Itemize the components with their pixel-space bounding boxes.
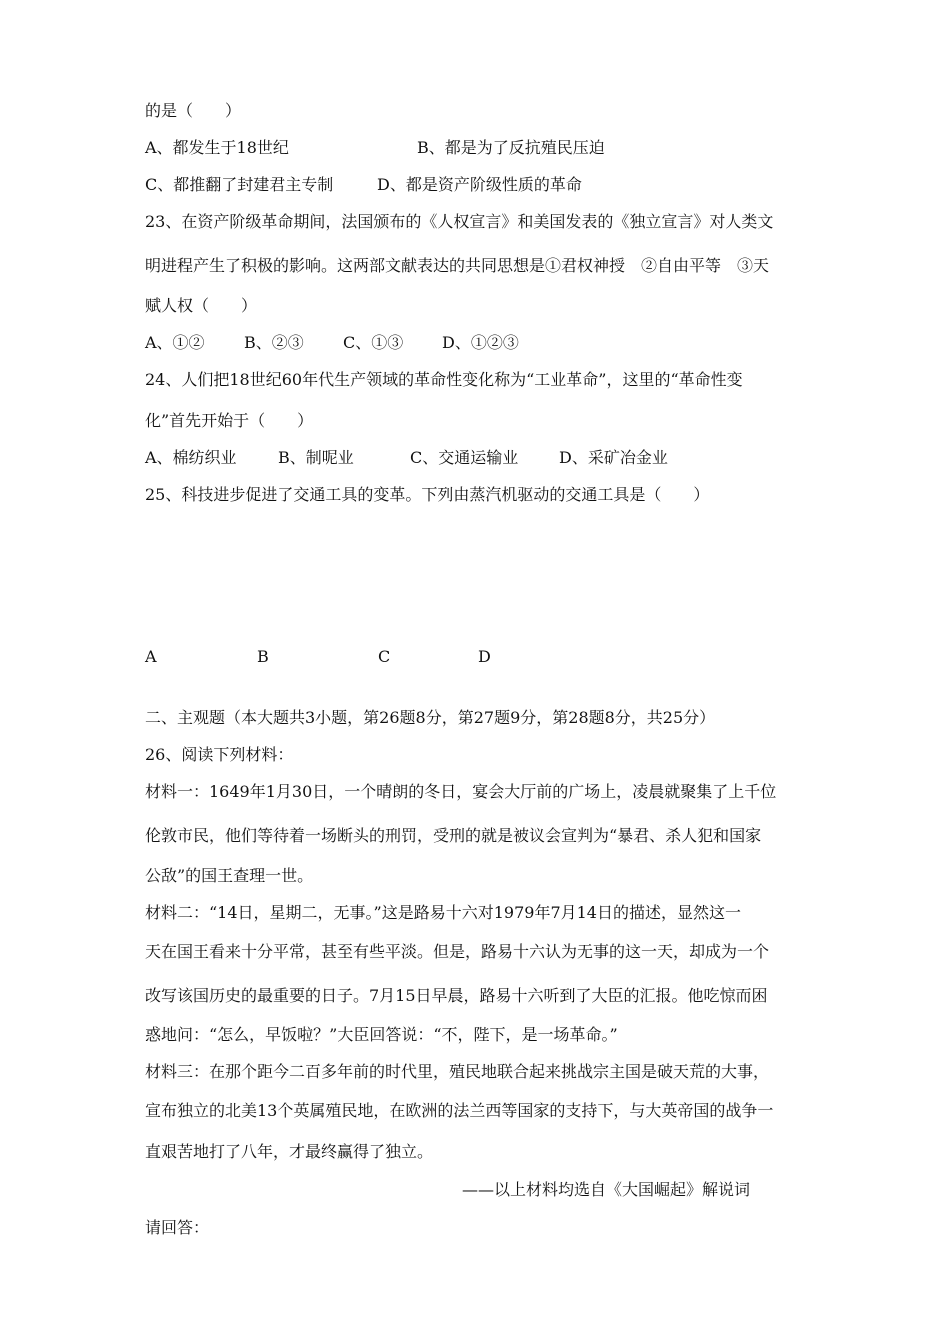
q26-material-1-line-2: 伦敦市民，他们等待着一场断头的刑罚，受刑的就是被议会宣判为“暴君、杀人犯和国家 bbox=[145, 826, 762, 845]
q26-answer-prompt: 请回答： bbox=[145, 1218, 210, 1237]
q24-option-c: C、交通运输业 bbox=[410, 448, 519, 467]
q22-option-a: A、都发生于18世纪 bbox=[145, 138, 289, 157]
q24-option-d: D、采矿冶金业 bbox=[559, 448, 668, 467]
q26-material-3-line-1: 材料三：在那个距今二百多年前的时代里，殖民地联合起来挑战宗主国是破天荒的大事， bbox=[145, 1062, 770, 1081]
q24-options-row bbox=[145, 448, 668, 468]
q26-material-2-line-4: 惑地问：“怎么，早饭啦？”大臣回答说：“不，陛下，是一场革命。” bbox=[145, 1025, 618, 1044]
section-2-heading: 二、主观题（本大题共3小题，第26题8分，第27题9分，第28题8分，共25分） bbox=[145, 708, 716, 727]
q22-option-d: D、都是资产阶级性质的革命 bbox=[377, 175, 582, 194]
q22-options-row-2 bbox=[145, 175, 582, 195]
q23-option-b: B、②③ bbox=[244, 333, 304, 352]
q22-option-b: B、都是为了反抗殖民压迫 bbox=[417, 138, 605, 157]
q23-option-a: A、①② bbox=[145, 333, 205, 352]
q26-material-3-line-3: 直艰苦地打了八年，才最终赢得了独立。 bbox=[145, 1142, 434, 1161]
q25-stem: 25、科技进步促进了交通工具的变革。下列由蒸汽机驱动的交通工具是（ ） bbox=[145, 485, 710, 504]
q26-material-2-line-2: 天在国王看来十分平常，甚至有些平淡。但是，路易十六认为无事的这一天，却成为一个 bbox=[145, 942, 770, 961]
q26-material-1-line-3: 公敌”的国王查理一世。 bbox=[145, 866, 314, 885]
q26-material-3-line-2: 宣布独立的北美13个英属殖民地，在欧洲的法兰西等国家的支持下，与大英帝国的战争一 bbox=[145, 1101, 774, 1120]
q25-image-label-d: D bbox=[478, 647, 491, 666]
q26-material-2-line-1: 材料二：“14日，星期二，无事。”这是路易十六对1979年7月14日的描述，显然这一 bbox=[145, 903, 741, 922]
q25-image-label-b: B bbox=[257, 647, 269, 666]
q24-stem-line-2: 化”首先开始于（ ） bbox=[145, 411, 314, 430]
q22-option-c: C、都推翻了封建君主专制 bbox=[145, 175, 334, 194]
q26-material-1-line-1: 材料一：1649年1月30日，一个晴朗的冬日，宴会大厅前的广场上，凌晨就聚集了上千位 bbox=[145, 782, 777, 801]
q25-image-label-a: A bbox=[145, 647, 157, 666]
q24-stem-line-1: 24、人们把18世纪60年代生产领域的革命性变化称为“工业革命”，这里的“革命性变 bbox=[145, 370, 743, 389]
q24-option-a: A、棉纺织业 bbox=[145, 448, 237, 467]
q25-image-label-c: C bbox=[378, 647, 391, 666]
q22-stem-end: 的是（ ） bbox=[145, 101, 242, 120]
q22-options-row-1 bbox=[145, 138, 605, 158]
q26-material-2-line-3: 改写该国历史的最重要的日子。7月15日早晨，路易十六听到了大臣的汇报。他吃惊而困 bbox=[145, 986, 768, 1005]
q23-stem-line-2: 明进程产生了积极的影响。这两部文献表达的共同思想是①君权神授 ②自由平等 ③天 bbox=[145, 256, 770, 275]
q23-stem-line-3: 赋人权（ ） bbox=[145, 296, 258, 315]
q23-option-c: C、①③ bbox=[343, 333, 404, 352]
q24-option-b: B、制呢业 bbox=[278, 448, 354, 467]
q26-source-attribution: ——以上材料均选自《大国崛起》解说词 bbox=[462, 1180, 751, 1199]
q23-options-row bbox=[145, 333, 519, 353]
q23-stem-line-1: 23、在资产阶级革命期间，法国颁布的《人权宣言》和美国发表的《独立宣言》对人类文 bbox=[145, 212, 774, 231]
q23-option-d: D、①②③ bbox=[442, 333, 519, 352]
q26-intro: 26、阅读下列材料： bbox=[145, 745, 294, 764]
